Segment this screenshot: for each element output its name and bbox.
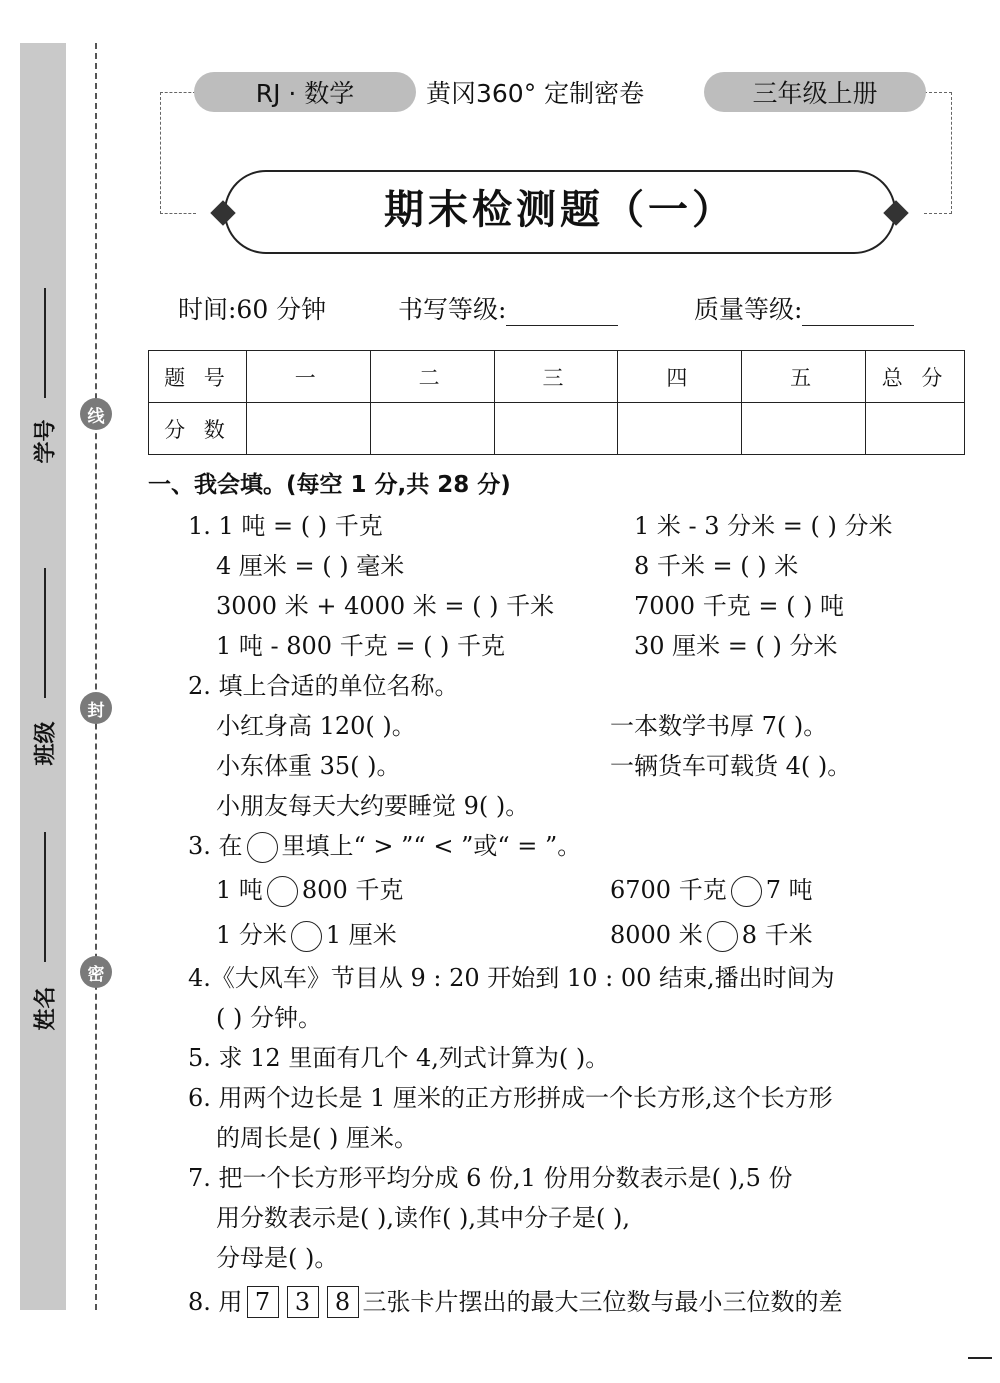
subject-pill: RJ · 数学 bbox=[194, 72, 416, 112]
class-label: 班级 bbox=[33, 721, 59, 766]
table-header-cell: 题 号 bbox=[149, 351, 247, 403]
q6-line2: 的周长是( ) 厘米。 bbox=[216, 1124, 418, 1152]
brand-text: 黄冈360° 定制密卷 bbox=[426, 79, 645, 108]
score-cell[interactable] bbox=[742, 403, 866, 455]
quality-grade-label: 质量等级: bbox=[694, 295, 803, 324]
q3-c-left: 1 分米 bbox=[216, 921, 287, 949]
q3-compare-d bbox=[610, 915, 813, 952]
q1-row2-right: 8 千米 = ( ) 米 bbox=[634, 552, 799, 580]
q1-row1-left: 1. 1 吨 = ( ) 千克 bbox=[188, 512, 383, 540]
q3-a-left: 1 吨 bbox=[216, 876, 263, 904]
compare-circle[interactable] bbox=[267, 876, 298, 907]
table-header-cell: 二 bbox=[370, 351, 494, 403]
score-table bbox=[148, 350, 965, 455]
q3-compare-b bbox=[610, 870, 813, 907]
q8-suffix: 三张卡片摆出的最大三位数与最小三位数的差 bbox=[362, 1288, 843, 1316]
score-cell[interactable] bbox=[618, 403, 742, 455]
cut-line bbox=[95, 43, 97, 1310]
q3-title bbox=[188, 826, 581, 863]
seal-feng: 封 bbox=[80, 692, 112, 724]
seal-xian: 线 bbox=[80, 398, 112, 430]
writing-grade bbox=[398, 290, 618, 326]
q7-line2: 用分数表示是( ),读作( ),其中分子是( ), bbox=[216, 1204, 630, 1232]
q3-title-end: 里填上“ > ”“ < ”或“ = ”。 bbox=[281, 832, 582, 860]
q2-item-a: 小红身高 120( )。 bbox=[216, 712, 416, 740]
score-cell[interactable] bbox=[370, 403, 494, 455]
table-header-cell: 五 bbox=[742, 351, 866, 403]
q3-d-right: 8 千米 bbox=[741, 921, 813, 949]
number-card: 7 bbox=[247, 1286, 279, 1318]
q1-row4-left: 1 吨 - 800 千克 = ( ) 千克 bbox=[216, 632, 506, 660]
q8-line bbox=[188, 1282, 843, 1318]
q7-line1: 7. 把一个长方形平均分成 6 份,1 份用分数表示是( ),5 份 bbox=[188, 1164, 793, 1192]
table-header-cell: 四 bbox=[618, 351, 742, 403]
page-title: 期末检测题（一） bbox=[384, 187, 736, 233]
q7-line3: 分母是( )。 bbox=[216, 1244, 339, 1272]
section-heading: 一、我会填。(每空 1 分,共 28 分) bbox=[148, 472, 511, 498]
name-line bbox=[44, 832, 46, 962]
q2-item-c: 小东体重 35( )。 bbox=[216, 752, 401, 780]
circle-icon bbox=[247, 832, 278, 863]
q3-b-right: 7 吨 bbox=[765, 876, 813, 904]
number-card: 3 bbox=[287, 1286, 319, 1318]
q8-prefix: 8. 用 bbox=[188, 1288, 243, 1316]
table-header-cell: 一 bbox=[246, 351, 370, 403]
quality-grade bbox=[694, 290, 914, 326]
q2-title: 2. 填上合适的单位名称。 bbox=[188, 672, 459, 700]
q3-compare-a bbox=[216, 870, 403, 907]
q4-line2: ( ) 分钟。 bbox=[216, 1004, 322, 1032]
q3-title-start: 3. 在 bbox=[188, 832, 243, 860]
score-cell[interactable] bbox=[866, 403, 965, 455]
writing-grade-label: 书写等级: bbox=[398, 295, 507, 324]
binding-strip bbox=[20, 43, 66, 1310]
compare-circle[interactable] bbox=[707, 921, 738, 952]
grade-pill: 三年级上册 bbox=[704, 72, 926, 112]
q3-compare-c bbox=[216, 915, 397, 952]
compare-circle[interactable] bbox=[731, 876, 762, 907]
q1-row2-left: 4 厘米 = ( ) 毫米 bbox=[216, 552, 405, 580]
table-header-cell: 三 bbox=[494, 351, 618, 403]
score-header-row bbox=[149, 351, 965, 403]
page-edge-mark bbox=[968, 1357, 992, 1359]
q2-item-d: 一辆货车可载货 4( )。 bbox=[610, 752, 852, 780]
header-connector-right bbox=[924, 92, 952, 214]
q1-row3-right: 7000 千克 = ( ) 吨 bbox=[634, 592, 845, 620]
quality-grade-blank[interactable] bbox=[802, 300, 914, 326]
score-cell[interactable] bbox=[246, 403, 370, 455]
q2-item-b: 一本数学书厚 7( )。 bbox=[610, 712, 828, 740]
score-value-row bbox=[149, 403, 965, 455]
q5: 5. 求 12 里面有几个 4,列式计算为( )。 bbox=[188, 1044, 610, 1072]
seal-mi: 密 bbox=[80, 956, 112, 988]
q1-row4-right: 30 厘米 = ( ) 分米 bbox=[634, 632, 838, 660]
score-row-label: 分 数 bbox=[149, 403, 247, 455]
class-line bbox=[44, 568, 46, 698]
number-card: 8 bbox=[327, 1286, 359, 1318]
student-id-label: 学号 bbox=[33, 419, 59, 464]
q3-b-left: 6700 千克 bbox=[610, 876, 727, 904]
q4-line1: 4.《大风车》节目从 9 : 20 开始到 10 : 00 结束,播出时间为 bbox=[188, 964, 835, 992]
name-label: 姓名 bbox=[33, 986, 59, 1031]
q1-row3-left: 3000 米 + 4000 米 = ( ) 千米 bbox=[216, 592, 555, 620]
score-cell[interactable] bbox=[494, 403, 618, 455]
time-limit: 时间:60 分钟 bbox=[178, 295, 327, 324]
q3-a-right: 800 千克 bbox=[301, 876, 404, 904]
header-connector-left bbox=[160, 92, 196, 214]
q2-item-e: 小朋友每天大约要睡觉 9( )。 bbox=[216, 792, 530, 820]
q6-line1: 6. 用两个边长是 1 厘米的正方形拼成一个长方形,这个长方形 bbox=[188, 1084, 833, 1112]
compare-circle[interactable] bbox=[291, 921, 322, 952]
q3-c-right: 1 厘米 bbox=[325, 921, 397, 949]
q1-row1-right: 1 米 - 3 分米 = ( ) 分米 bbox=[634, 512, 893, 540]
table-header-cell: 总 分 bbox=[866, 351, 965, 403]
q3-d-left: 8000 米 bbox=[610, 921, 703, 949]
writing-grade-blank[interactable] bbox=[506, 300, 618, 326]
student-id-line bbox=[44, 288, 46, 398]
